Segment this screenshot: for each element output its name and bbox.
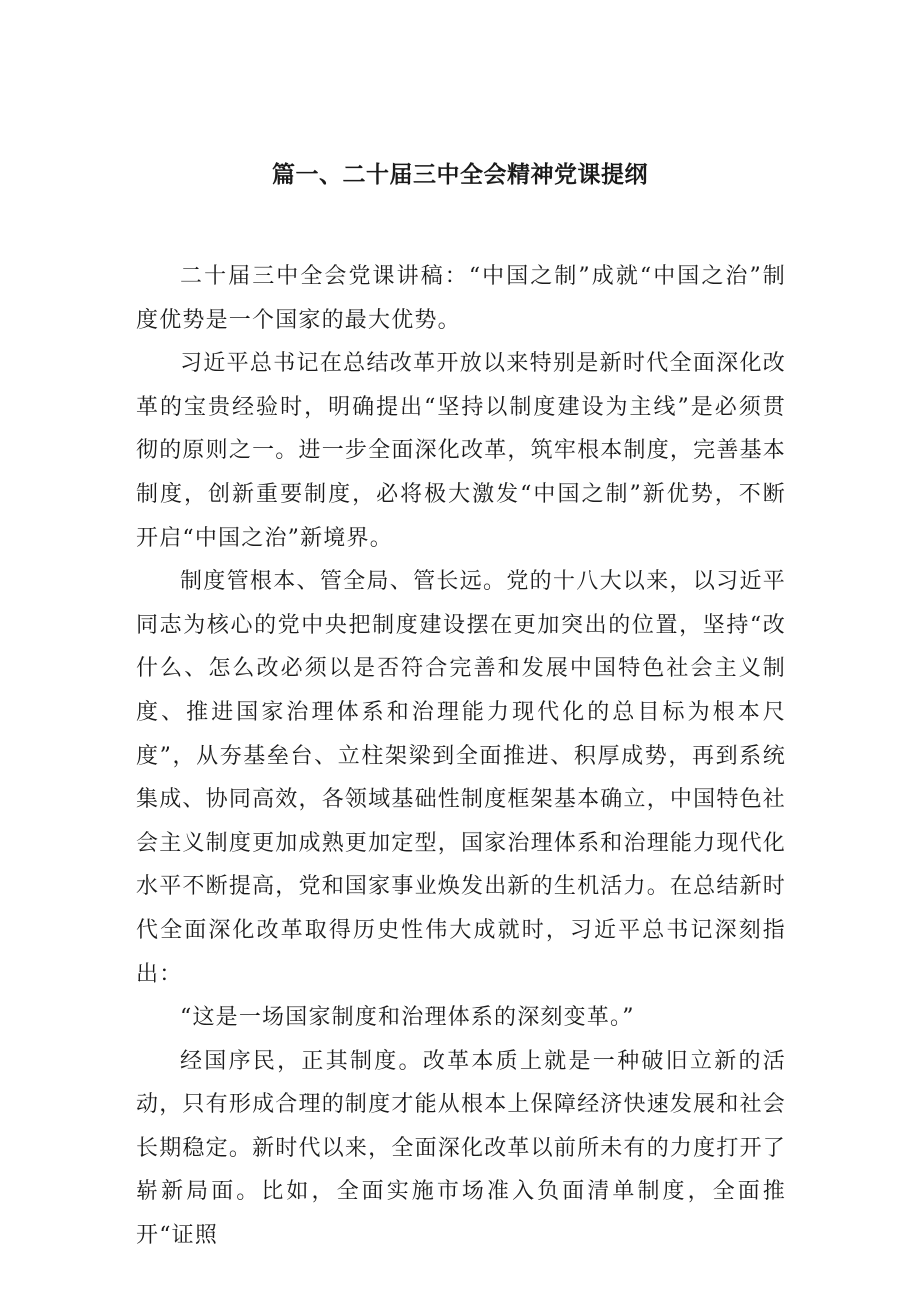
paragraph: 习近平总书记在总结改革开放以来特别是新时代全面深化改革的宝贵经验时，明确提出“坚持以制度建设为主线”是必须贯彻的原则之一。进一步全面深化改革，筑牢根本制度，完善基本制度，创新重要制度，必将极大激发“中国之制”新优势，不断开启“中国之治”新境界。	[136, 351, 786, 551]
paragraph-intro: 二十届三中全会党课讲稿：“中国之制”成就“中国之治”制度优势是一个国家的最大优势。	[136, 264, 786, 333]
paragraph: 经国序民，正其制度。改革本质上就是一种破旧立新的活动，只有形成合理的制度才能从根本上保障经济快速发展和社会长期稳定。新时代以来，全面深化改革以前所未有的力度打开了崭新局面。比如，全面实施市场准入负面清单制度，全面推开“证照	[136, 1048, 786, 1249]
document-body	[136, 255, 786, 1258]
quote-paragraph: “这是一场国家制度和治理体系的深刻变革。”	[180, 1005, 635, 1031]
document-title: 篇一、二十届三中全会精神党课提纲	[272, 162, 648, 188]
paragraph: 制度管根本、管全局、管长远。党的十八大以来，以习近平同志为核心的党中央把制度建设摆在更加突出的位置，坚持“改什么、怎么改必须以是否符合完善和发展中国特色社会主义制度、推进国家治理体系和治理能力现代化的总目标为根本尺度”，从夯基垒台、立柱架梁到全面推进、积厚成势，再到系统集成、协同高效，各领域基础性制度框架基本确立，中国特色社会主义制度更加成熟更加定型，国家治理体系和治理能力现代化水平不断提高，党和国家事业焕发出新的生机活力。在总结新时代全面深化改革取得历史性伟大成就时，习近平总书记深刻指出：	[136, 569, 786, 987]
